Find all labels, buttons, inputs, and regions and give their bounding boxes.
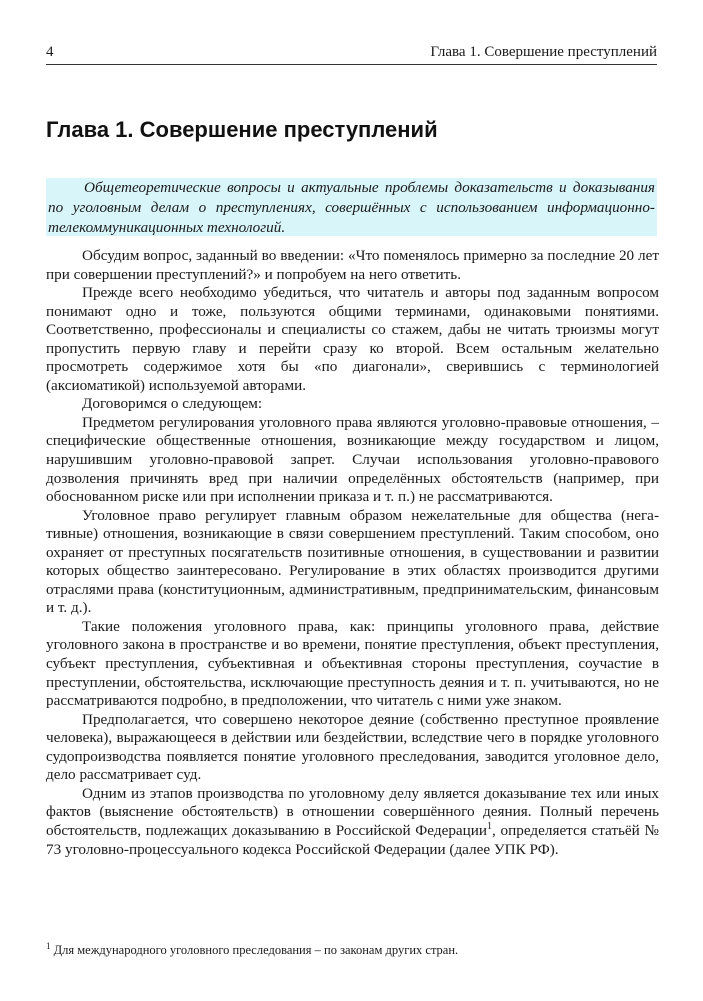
footnote-mark: 1 (46, 940, 51, 951)
paragraph: Договоримся о следующем: (82, 395, 263, 413)
page-number: 4 (46, 44, 54, 60)
paragraph-with-footnote (46, 785, 659, 859)
paragraph-text-part: , определяется статьёй № 73 уголовно-процессуального кодекса Российской Федерации (далее УПК РФ). (46, 821, 659, 858)
paragraph: Обсудим вопрос, заданный во введении: «Что поменялось примерно за последние 20 лет при совершении преступлений?» и попробуем на него ответить. (46, 247, 659, 283)
body-text (46, 247, 659, 859)
paragraph: Предполагается, что совершено некоторое деяние (собственно преступное проявление человека), выражающееся в действии или бездействии, вследствие чего в порядке уголовного судопроизводства появляется понятие уголовного преследования, заводится уголовное дело, дело рассматривает суд. (46, 710, 659, 784)
footnote (46, 942, 659, 958)
chapter-title: Глава 1. Совершение преступлений (46, 117, 438, 142)
abstract-text: Общетеоретические вопросы и актуальные проблемы доказательств и доказывания по уголовным делам о преступлениях, совершённых с использованием информационно-телекоммуникационных технологий. (48, 179, 655, 236)
paragraph: Такие положения уголовного права, как: принципы уголовного права, действие уголовного закона в пространстве и во времени, понятие преступления, объект преступления, субъект преступления, субъективная и объективная стороны преступления, соучастие в преступлении, обстоятельства, исключающие преступность деяния и т. п. учитываются, но не рассматриваются подробно, в предположении, что читатель с ними уже знаком. (46, 617, 659, 710)
footnote-reference[interactable]: 1 (487, 820, 493, 832)
paragraph: Предметом регулирования уголовного права являются уголовно-правовые отношения, – специфические общественные отношения, возникающие между государством и лицом, нарушившим уголовно-правовой запрет. Случаи использования уголовно-правового дозволения причинять вред при наличии определённых обстоятельств (например, при обоснованном риске или при исполнении приказа и т. п.) не рассматриваются. (46, 413, 659, 506)
running-header (46, 42, 657, 65)
paragraph: Прежде всего необходимо убедиться, что читатель и авторы под заданным вопросом понимают одно и тоже, пользуются общими терминами, одинаковыми понятиями. Соответственно, профессионалы и специалисты со стажем, дабы не читать трюизмы могут пропустить первую главу и перейти сразу ко второй. Всем остальным желательно просмотреть содержимое хотя бы «по диагонали», сверившись с терминологией (аксиоматикой) используемой авторами. (46, 284, 659, 394)
paragraph: Уголовное право регулирует главным образом нежелательные для общества (негативные) отношения, возникающие в связи совершением преступлений. Таким способом, оно охраняет от преступных посягательств позитивные отношения, в существовании и развитии которых общество заинтересовано. Регулирование в этих областях производится другими отраслями права (конституционным, административным, предпринимательским, финансовым и т. д.). (46, 506, 659, 617)
paragraph-text-part: Одним из этапов производства по уголовному делу является доказывание тех или иных фактов (выяснение обстоятельств) в отношении совершённого деяния. Полный перечень обстоятельств, подлежащих доказыванию в Российской Федерации (46, 784, 659, 839)
footnote-text: Для международного уголовного преследования – по законам других стран. (50, 943, 459, 957)
chapter-abstract (46, 178, 657, 236)
running-title: Глава 1. Совершение преступлений (430, 44, 657, 60)
